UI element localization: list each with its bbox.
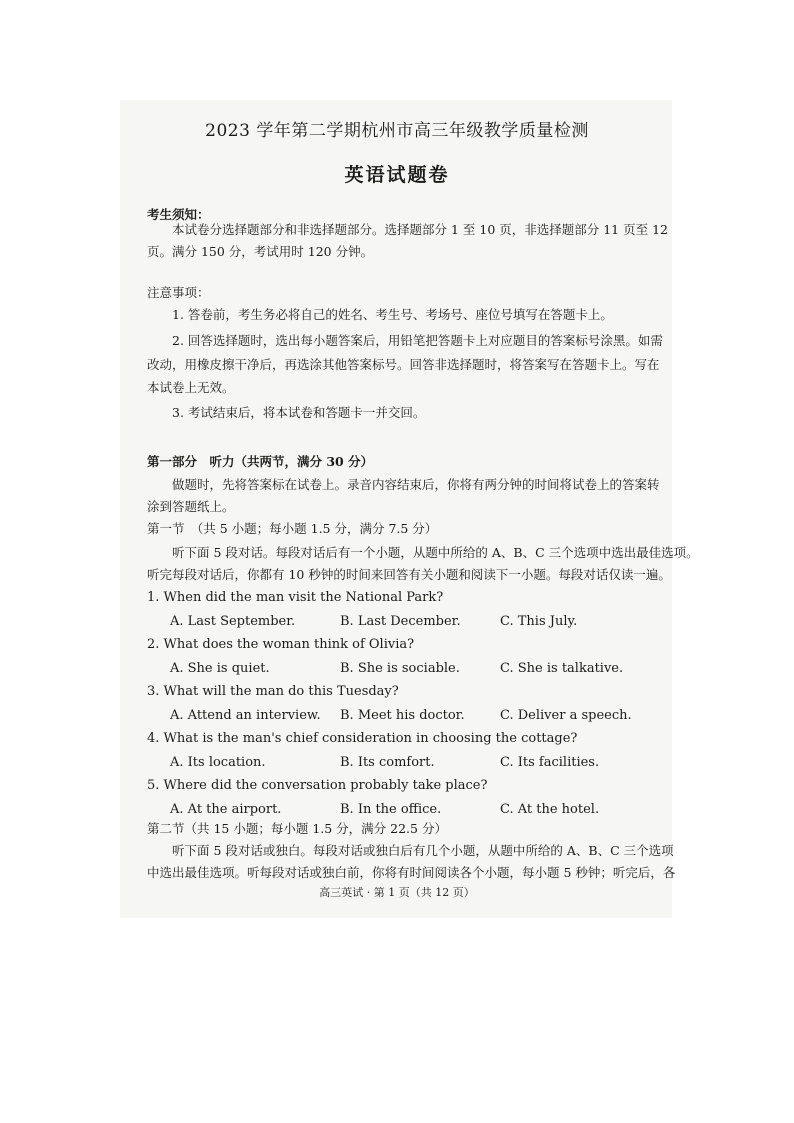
attention-line-2: 2. 回答选择题时，选出每小题答案后，用铅笔把答题卡上对应题目的答案标号涂黑。如需 bbox=[172, 333, 663, 348]
option-b: B. She is sociable. bbox=[340, 661, 460, 676]
section1-intro-1: 听下面 5 段对话。每段对话后有一个小题，从题中所给的 A、B、C 三个选项中选出最佳选项。 bbox=[172, 545, 699, 560]
attention-line-1: 1. 答卷前，考生务必将自己的姓名、考生号、考场号、座位号填写在答题卡上。 bbox=[172, 307, 613, 322]
option-c: C. Deliver a speech. bbox=[500, 708, 632, 723]
attention-line-4: 本试卷上无效。 bbox=[147, 380, 235, 395]
notice-heading: 考生须知： bbox=[147, 207, 210, 222]
option-c: C. This July. bbox=[500, 614, 578, 629]
question-stem: 4. What is the man's chief consideration in choosing the cottage? bbox=[147, 731, 578, 746]
option-c: C. Its facilities. bbox=[500, 755, 600, 770]
page-footer: 高三英试 · 第 1 页（共 12 页） bbox=[319, 886, 475, 899]
exam-title: 2023 学年第二学期杭州市高三年级教学质量检测 bbox=[205, 121, 589, 141]
section1-heading: 第一节 （共 5 小题；每小题 1.5 分，满分 7.5 分） bbox=[147, 521, 438, 536]
section1-intro-2: 听完每段对话后，你都有 10 秒钟的时间来回答有关小题和阅读下一小题。每段对话仅读一遍。 bbox=[147, 567, 671, 582]
attention-line-3: 改动，用橡皮擦干净后，再选涂其他答案标号。回答非选择题时，将答案写在答题卡上。写在 bbox=[147, 357, 660, 372]
option-c: C. At the hotel. bbox=[500, 802, 600, 817]
option-a: A. At the airport. bbox=[170, 802, 282, 817]
section2-heading: 第二节（共 15 小题；每小题 1.5 分，满分 22.5 分） bbox=[147, 821, 447, 836]
option-a: A. Attend an interview. bbox=[170, 708, 321, 723]
option-c: C. She is talkative. bbox=[500, 661, 624, 676]
notice-line-2: 页。满分 150 分，考试用时 120 分钟。 bbox=[147, 244, 374, 259]
option-a: A. She is quiet. bbox=[170, 661, 270, 676]
option-b: B. In the office. bbox=[340, 802, 442, 817]
option-b: B. Meet his doctor. bbox=[340, 708, 465, 723]
part1-intro-1: 做题时，先将答案标在试卷上。录音内容结束后，你将有两分钟的时间将试卷上的答案转 bbox=[172, 477, 660, 492]
notice-line-1: 本试卷分选择题部分和非选择题部分。选择题部分 1 至 10 页，非选择题部分 11 页至 12 bbox=[172, 222, 668, 237]
section2-intro-1: 听下面 5 段对话或独白。每段对话或独白后有几个小题，从题中所给的 A、B、C 三个选项 bbox=[172, 843, 674, 858]
option-a: A. Last September. bbox=[170, 614, 296, 629]
part1-heading: 第一部分 听力（共两节，满分 30 分） bbox=[147, 454, 374, 469]
attention-line-5: 3. 考试结束后，将本试卷和答题卡一并交回。 bbox=[172, 405, 426, 420]
part1-intro-2: 涂到答题纸上。 bbox=[147, 499, 235, 514]
question-stem: 5. Where did the conversation probably take place? bbox=[147, 778, 488, 793]
question-stem: 3. What will the man do this Tuesday? bbox=[147, 684, 399, 699]
option-a: A. Its location. bbox=[170, 755, 266, 770]
attention-heading: 注意事项： bbox=[147, 285, 210, 300]
option-b: B. Its comfort. bbox=[340, 755, 435, 770]
exam-subtitle: 英语试题卷 bbox=[344, 164, 450, 186]
option-b: B. Last December. bbox=[340, 614, 461, 629]
question-stem: 2. What does the woman think of Olivia? bbox=[147, 637, 415, 652]
section2-intro-2: 中选出最佳选项。听每段对话或独白前，你将有时间阅读各个小题，每小题 5 秒钟；听完后，各 bbox=[147, 865, 676, 880]
question-stem: 1. When did the man visit the National Park? bbox=[147, 590, 444, 605]
